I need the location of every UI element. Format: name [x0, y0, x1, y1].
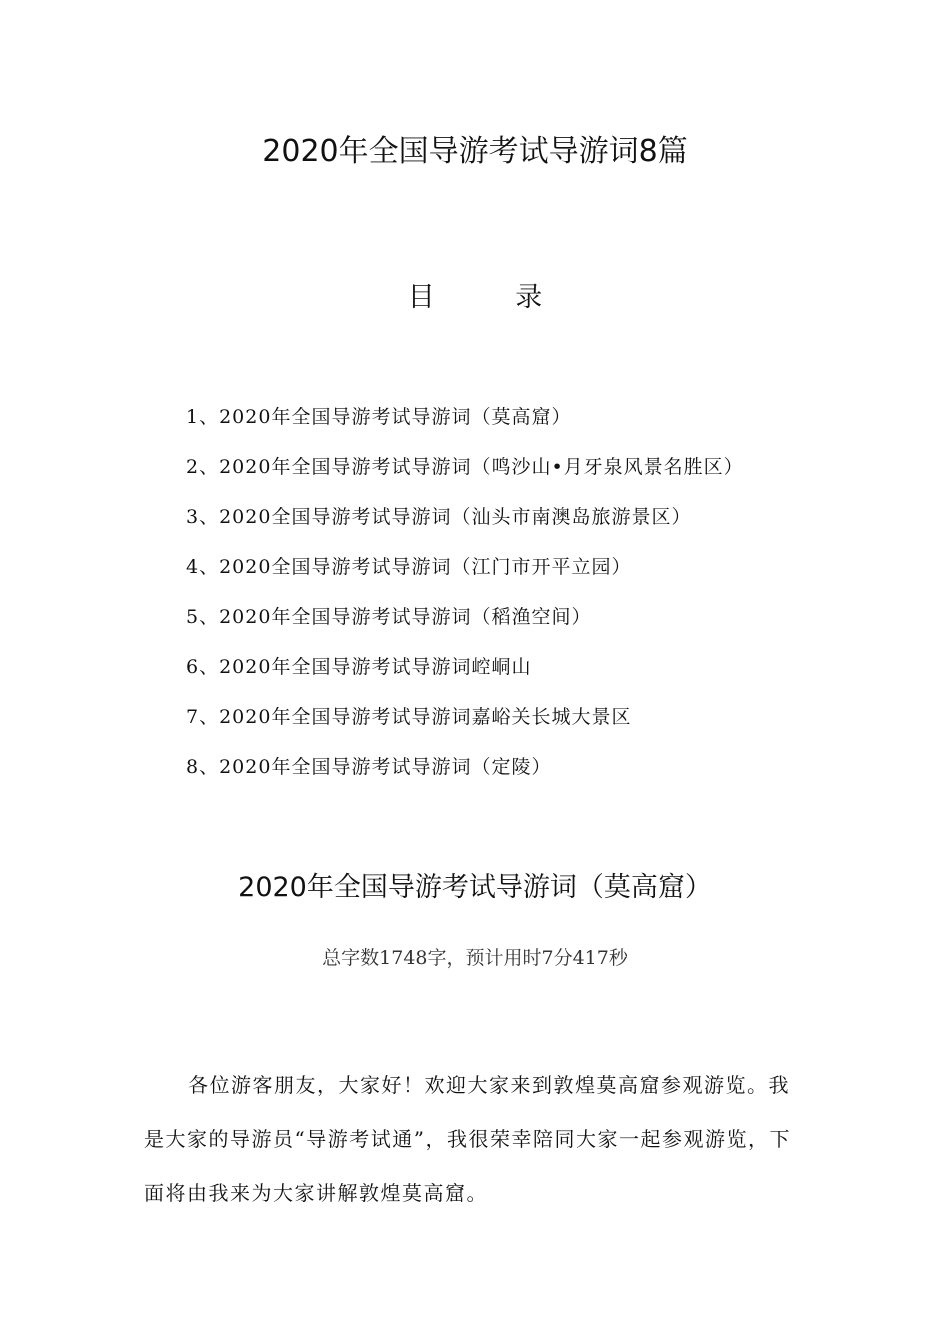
toc-item-4[interactable]: 4、2020全国导游考试导游词（江门市开平立园）	[186, 556, 632, 578]
document-title: 2020年全国导游考试导游词8篇	[262, 134, 688, 169]
toc-item-3[interactable]: 3、2020全国导游考试导游词（汕头市南澳岛旅游景区）	[186, 506, 692, 528]
toc-item-8[interactable]: 8、2020年全国导游考试导游词（定陵）	[186, 756, 552, 778]
body-paragraph: 各位游客朋友，大家好！欢迎大家来到敦煌莫高窟参观游览。我是大家的导游员“导游考试通”，我很荣幸陪同大家一起参观游览，下面将由我来为大家讲解敦煌莫高窟。	[144, 1073, 791, 1205]
section-title: 2020年全国导游考试导游词（莫高窟）	[238, 872, 712, 903]
toc-item-1[interactable]: 1、2020年全国导游考试导游词（莫高窟）	[186, 406, 572, 428]
toc-item-6[interactable]: 6、2020年全国导游考试导游词崆峒山	[186, 656, 532, 678]
toc-item-2[interactable]: 2、2020年全国导游考试导游词（鸣沙山•月牙泉风景名胜区）	[186, 456, 744, 478]
toc-item-5[interactable]: 5、2020年全国导游考试导游词（稻渔空间）	[186, 606, 592, 628]
toc-heading: 目 录	[407, 282, 579, 313]
word-count-info: 总字数1748字，预计用时7分417秒	[322, 947, 628, 969]
table-of-contents	[186, 397, 886, 797]
toc-item-7[interactable]: 7、2020年全国导游考试导游词嘉峪关长城大景区	[186, 706, 632, 728]
